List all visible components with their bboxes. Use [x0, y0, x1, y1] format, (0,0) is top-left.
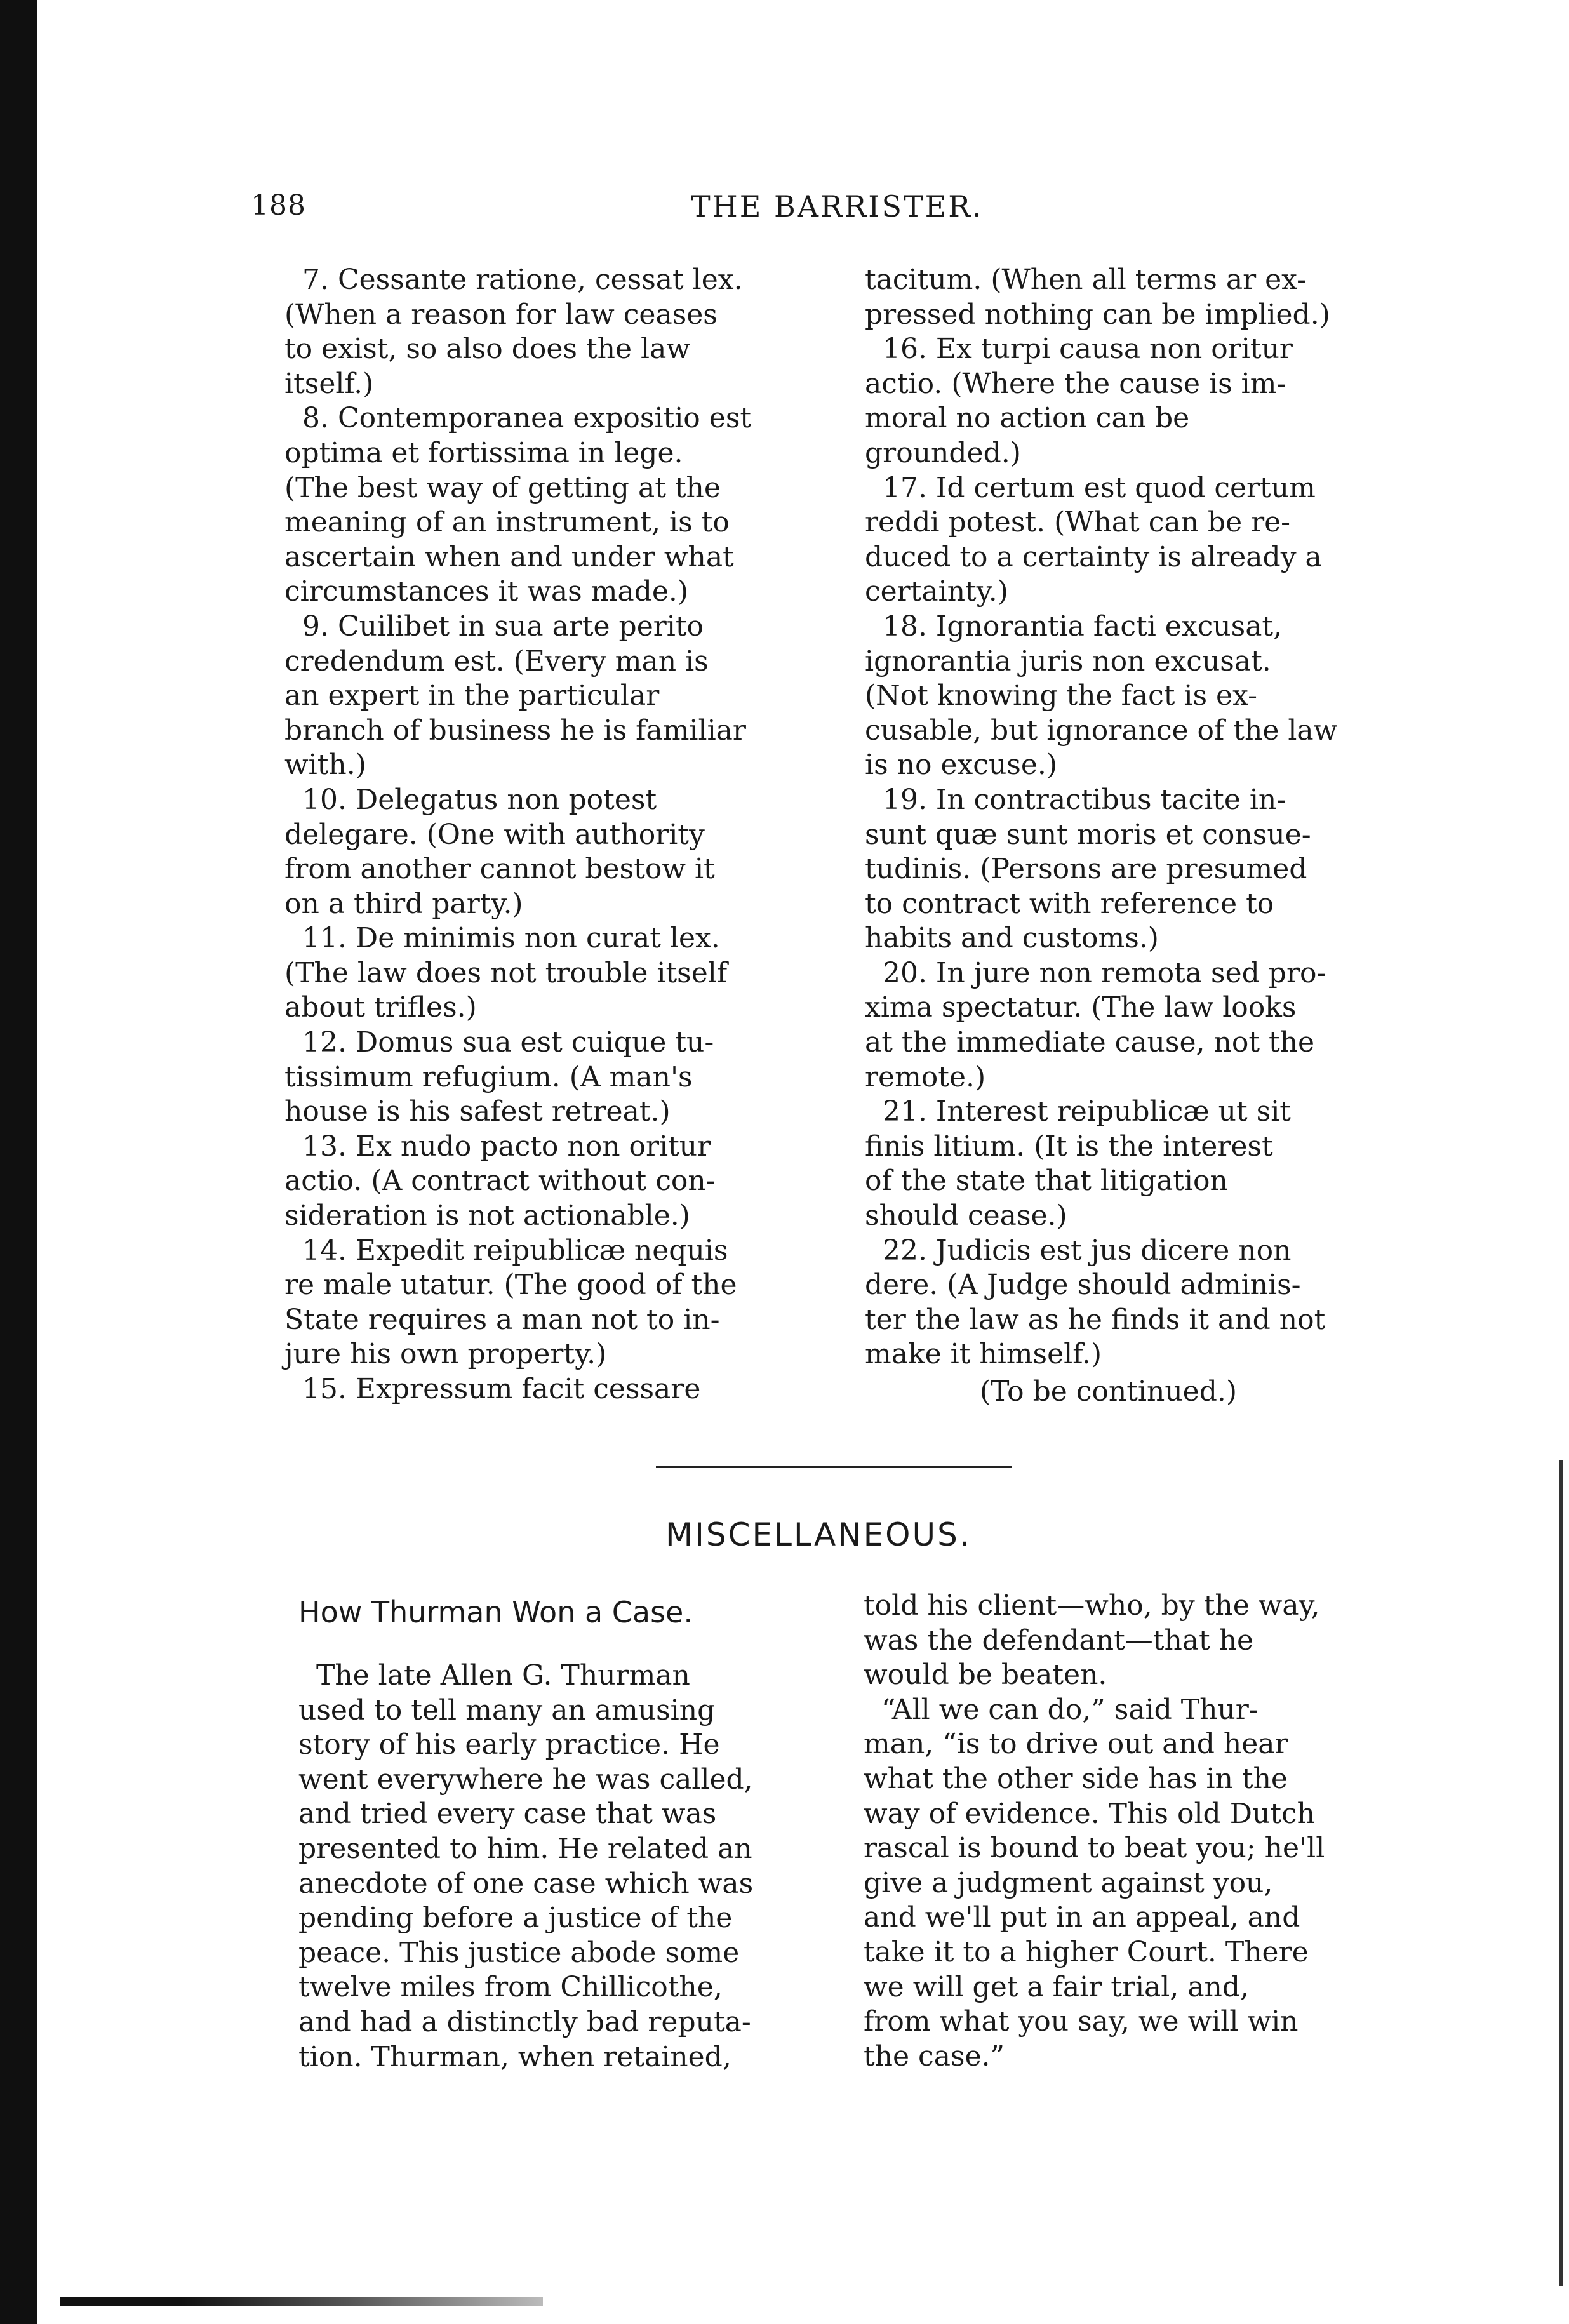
text-line: grounded.) — [865, 436, 1021, 469]
text-line: 8. Contemporanea expositio est — [284, 402, 752, 435]
text-line: delegare. (One with authority — [284, 818, 705, 851]
scan-edge-bottom — [60, 2297, 543, 2306]
text-line: used to tell many an amusing — [298, 1693, 716, 1726]
text-line: should cease.) — [865, 1199, 1067, 1232]
text-line: reddi potest. (What can be re- — [865, 506, 1291, 539]
text-line: with.) — [284, 749, 366, 782]
text-line: tudinis. (Persons are presumed — [865, 853, 1307, 886]
text-line: presented to him. He related an — [298, 1832, 752, 1865]
text-line: sunt quæ sunt moris et consue- — [865, 818, 1311, 851]
text-line: about trifles.) — [284, 991, 477, 1024]
article-left-column — [298, 1659, 822, 2074]
text-line: to contract with reference to — [865, 887, 1274, 920]
text-line: actio. (A contract without con- — [284, 1165, 716, 1198]
text-line: and tried every case that was — [298, 1798, 717, 1831]
text-line: give a judgment against you, — [864, 1866, 1273, 1899]
text-line: to exist, so also does the law — [284, 333, 691, 366]
text-line: rascal is bound to beat you; he'll — [864, 1832, 1325, 1865]
text-line: was the defendant—that he — [864, 1624, 1254, 1657]
text-line: tacitum. (When all terms ar ex- — [865, 264, 1307, 296]
text-line: meaning of an instrument, is to — [284, 506, 730, 539]
text-line: 9. Cuilibet in sua arte perito — [284, 610, 704, 643]
text-line: we will get a fair trial, and, — [864, 1970, 1250, 2003]
text-line: ignorantia juris non excusat. — [865, 644, 1271, 678]
text-line: habits and customs.) — [865, 922, 1159, 955]
text-line: branch of business he is familiar — [284, 714, 746, 747]
text-line: way of evidence. This old Dutch — [864, 1797, 1315, 1830]
text-line: went everywhere he was called, — [298, 1763, 753, 1796]
text-line: 22. Judicis est jus dicere non — [865, 1234, 1292, 1267]
text-line: an expert in the particular — [284, 679, 660, 712]
scan-edge-right — [1559, 1460, 1563, 2286]
text-line: story of his early practice. He — [298, 1728, 720, 1761]
text-line: and had a distinctly bad reputa- — [298, 2005, 751, 2038]
text-line: and we'll put in an appeal, and — [864, 1901, 1300, 1934]
text-line: take it to a higher Court. There — [864, 1935, 1309, 1968]
text-line: circumstances it was made.) — [284, 575, 689, 608]
text-line: sideration is not actionable.) — [284, 1199, 690, 1232]
text-line: “All we can do,” said Thur- — [864, 1693, 1259, 1726]
text-line: moral no action can be — [865, 402, 1190, 435]
text-line: told his client—who, by the way, — [864, 1589, 1320, 1622]
text-line: jure his own property.) — [284, 1338, 607, 1371]
text-line: optima et fortissima in lege. — [284, 436, 683, 469]
text-line: remote.) — [865, 1060, 986, 1093]
text-line: from what you say, we will win — [864, 2005, 1299, 2038]
text-line: 20. In jure non remota sed pro- — [865, 956, 1326, 989]
continued-note: (To be continued.) — [980, 1375, 1238, 1408]
text-line: (The law does not trouble itself — [284, 956, 728, 989]
text-line: cusable, but ignorance of the law — [865, 714, 1338, 747]
scan-edge-left — [0, 0, 37, 2324]
text-line: of the state that litigation — [865, 1165, 1228, 1198]
text-line: what the other side has in the — [864, 1762, 1288, 1795]
text-line: 21. Interest reipublicæ ut sit — [865, 1095, 1291, 1128]
text-line: 19. In contractibus tacite in- — [865, 783, 1286, 816]
text-line: The late Allen G. Thurman — [298, 1659, 690, 1692]
text-line: pending before a justice of the — [298, 1902, 733, 1935]
text-line: twelve miles from Chillicothe, — [298, 1971, 723, 2004]
text-line: 12. Domus sua est cuique tu- — [284, 1026, 714, 1059]
text-line: would be beaten. — [864, 1659, 1107, 1692]
text-line: house is his safest retreat.) — [284, 1095, 671, 1128]
text-line: finis litium. (It is the interest — [865, 1130, 1273, 1163]
text-line: peace. This justice abode some — [298, 1936, 740, 1969]
text-line: (The best way of getting at the — [284, 471, 721, 504]
text-line: the case.” — [864, 2040, 1005, 2073]
text-line: certainty.) — [865, 575, 1008, 608]
text-line: 11. De minimis non curat lex. — [284, 922, 720, 955]
text-line: ascertain when and under what — [284, 540, 734, 573]
text-line: 17. Id certum est quod certum — [865, 471, 1316, 504]
text-line: credendum est. (Every man is — [284, 644, 709, 678]
maxims-left-column — [284, 263, 831, 1407]
text-line: 13. Ex nudo pacto non oritur — [284, 1130, 711, 1163]
text-line: 10. Delegatus non potest — [284, 783, 657, 816]
text-line: ter the law as he finds it and not — [865, 1303, 1326, 1336]
page-number: 188 — [251, 189, 306, 222]
text-line: re male utatur. (The good of the — [284, 1269, 737, 1302]
text-line: xima spectatur. (The law looks — [865, 991, 1297, 1024]
text-line: tissimum refugium. (A man's — [284, 1060, 693, 1093]
article-title: How Thurman Won a Case. — [298, 1595, 693, 1629]
text-line: actio. (Where the cause is im- — [865, 367, 1286, 400]
text-line: on a third party.) — [284, 887, 523, 920]
text-line: from another cannot bestow it — [284, 853, 715, 886]
text-line: (Not knowing the fact is ex- — [865, 679, 1257, 712]
text-line: State requires a man not to in- — [284, 1303, 720, 1336]
running-head: THE BARRISTER. — [691, 189, 984, 224]
text-line: man, “is to drive out and hear — [864, 1728, 1288, 1761]
section-title: MISCELLANEOUS. — [665, 1516, 971, 1553]
text-line: anecdote of one case which was — [298, 1867, 754, 1900]
text-line: tion. Thurman, when retained, — [298, 2040, 731, 2073]
text-line: is no excuse.) — [865, 749, 1058, 782]
text-line: 7. Cessante ratione, cessat lex. — [284, 264, 743, 296]
text-line: make it himself.) — [865, 1338, 1102, 1371]
article-right-column — [864, 1589, 1403, 2074]
text-line: dere. (A Judge should adminis- — [865, 1269, 1301, 1302]
text-line: 16. Ex turpi causa non oritur — [865, 333, 1293, 366]
text-line: 14. Expedit reipublicæ nequis — [284, 1234, 728, 1267]
text-line: itself.) — [284, 367, 374, 400]
section-divider — [656, 1466, 1012, 1468]
text-line: duced to a certainty is already a — [865, 540, 1322, 573]
text-line: (When a reason for law ceases — [284, 298, 718, 331]
text-line: 18. Ignorantia facti excusat, — [865, 610, 1283, 643]
maxims-right-column — [865, 263, 1411, 1372]
text-line: pressed nothing can be implied.) — [865, 298, 1330, 331]
text-line: at the immediate cause, not the — [865, 1026, 1315, 1059]
text-line: 15. Expressum facit cessare — [284, 1373, 701, 1405]
